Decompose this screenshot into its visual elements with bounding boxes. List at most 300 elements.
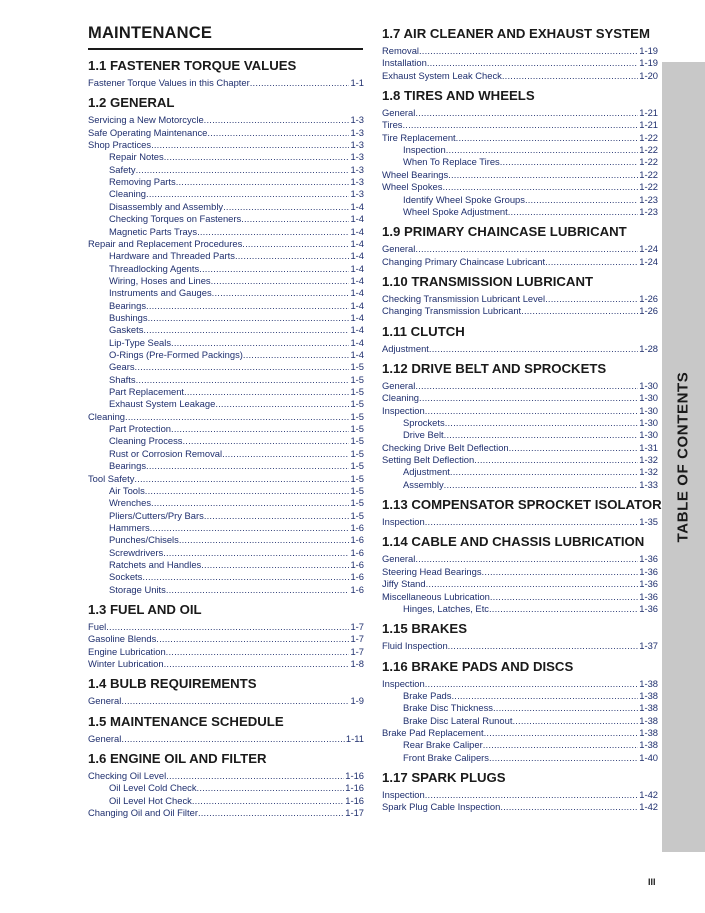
toc-entry[interactable] bbox=[382, 256, 658, 268]
toc-entry-page: 1-16 bbox=[345, 794, 364, 806]
toc-entry[interactable] bbox=[382, 678, 658, 690]
dot-leader bbox=[500, 156, 638, 168]
dot-leader bbox=[151, 139, 349, 151]
dot-leader bbox=[525, 194, 638, 206]
toc-entry[interactable] bbox=[382, 727, 658, 739]
toc-entry-label: Checking Oil Level bbox=[88, 770, 167, 782]
toc-entry-page: 1-5 bbox=[350, 509, 364, 521]
toc-entry-label: Steering Head Bearings bbox=[382, 565, 482, 577]
toc-entry[interactable] bbox=[382, 343, 658, 355]
toc-entry[interactable] bbox=[88, 782, 364, 794]
toc-entry[interactable] bbox=[382, 417, 658, 429]
toc-entry-label: Hardware and Threaded Parts bbox=[109, 250, 235, 262]
toc-entry[interactable] bbox=[88, 127, 364, 139]
toc-entry-label: Safe Operating Maintenance bbox=[88, 126, 208, 138]
toc-entry-label: Tire Replacement bbox=[382, 131, 456, 143]
toc-entry-label: Checking Torques on Fasteners bbox=[109, 213, 242, 225]
toc-entry[interactable] bbox=[88, 188, 364, 200]
section-heading: 1.15 BRAKES bbox=[382, 621, 468, 637]
toc-entry-page: 1-42 bbox=[639, 801, 658, 813]
toc-entry-page: 1-5 bbox=[350, 410, 364, 422]
toc-entry[interactable] bbox=[382, 156, 658, 168]
toc-entry[interactable] bbox=[88, 571, 364, 583]
toc-entry-page: 1-5 bbox=[350, 460, 364, 472]
toc-entry[interactable] bbox=[382, 702, 658, 714]
toc-entry[interactable] bbox=[382, 516, 658, 528]
toc-entry-label: Oil Level Cold Check bbox=[109, 782, 197, 794]
dot-leader bbox=[164, 151, 350, 163]
toc-entry[interactable] bbox=[88, 448, 364, 460]
toc-entry[interactable] bbox=[88, 411, 364, 423]
toc-entry[interactable] bbox=[88, 435, 364, 447]
dot-leader bbox=[222, 448, 349, 460]
toc-entry[interactable] bbox=[88, 423, 364, 435]
toc-entry-label: Changing Transmission Lubricant bbox=[382, 305, 522, 317]
toc-entry-label: Exhaust System Leak Check bbox=[382, 69, 502, 81]
toc-entry-page: 1-26 bbox=[639, 305, 658, 317]
dot-leader bbox=[451, 690, 638, 702]
dot-leader bbox=[490, 591, 638, 603]
toc-entry[interactable] bbox=[382, 640, 658, 652]
toc-entry-page: 1-19 bbox=[639, 45, 658, 56]
toc-entry[interactable] bbox=[88, 77, 364, 89]
toc-entry[interactable] bbox=[382, 392, 658, 404]
toc-entry-label: Fuel bbox=[88, 621, 107, 632]
toc-entry-page: 1-31 bbox=[639, 441, 658, 453]
dot-leader bbox=[212, 287, 350, 299]
dot-leader bbox=[483, 739, 639, 751]
section-heading: 1.11 CLUTCH bbox=[382, 323, 465, 339]
toc-entry-label: General bbox=[382, 107, 416, 119]
toc-entry[interactable] bbox=[88, 226, 364, 238]
dot-leader bbox=[444, 429, 639, 441]
toc-entry[interactable] bbox=[382, 801, 658, 813]
toc-entry-page: 1-4 bbox=[350, 287, 364, 299]
toc-entry-page: 1-23 bbox=[639, 193, 658, 205]
toc-entry-page: 1-38 bbox=[639, 689, 658, 701]
dot-leader bbox=[489, 752, 638, 764]
toc-entry-label: Checking Transmission Lubricant Level bbox=[382, 292, 546, 304]
toc-entry[interactable] bbox=[88, 374, 364, 386]
toc-entry[interactable] bbox=[382, 442, 658, 454]
toc-entry[interactable] bbox=[88, 795, 364, 807]
toc-entry-page: 1-16 bbox=[345, 770, 364, 782]
toc-entry-label: Checking Drive Belt Deflection bbox=[382, 441, 509, 453]
toc-entry-label: Shop Practices bbox=[88, 139, 152, 151]
toc-entry[interactable] bbox=[88, 695, 364, 707]
toc-entry-page: 1-36 bbox=[639, 590, 658, 602]
toc-entry[interactable] bbox=[382, 181, 658, 193]
dot-leader bbox=[182, 435, 349, 447]
toc-entry-label: Assembly bbox=[403, 478, 444, 490]
toc-entry-page: 1-7 bbox=[350, 645, 364, 657]
toc-entry-page: 1-36 bbox=[639, 565, 658, 577]
toc-entry-label: Identify Wheel Spoke Groups bbox=[403, 193, 525, 205]
toc-entry-label: Adjustment bbox=[382, 342, 429, 354]
toc-entry-label: Storage Units bbox=[109, 583, 166, 595]
toc-entry-page: 1-5 bbox=[350, 373, 364, 385]
dot-leader bbox=[502, 70, 638, 82]
dot-leader bbox=[184, 386, 349, 398]
section-heading: 1.3 FUEL AND OIL bbox=[88, 602, 202, 617]
dot-leader bbox=[136, 164, 350, 176]
toc-entry-page: 1-35 bbox=[639, 516, 658, 528]
toc-entry-label: Instruments and Gauges bbox=[109, 287, 212, 299]
toc-entry-label: Inspection bbox=[382, 789, 425, 800]
toc-entry-label: Inspection bbox=[382, 677, 425, 689]
toc-entry-label: Fluid Inspection bbox=[382, 640, 448, 652]
dot-leader bbox=[243, 349, 350, 361]
toc-entry[interactable] bbox=[382, 591, 658, 603]
dot-leader bbox=[456, 132, 639, 144]
toc-entry-page: 1-16 bbox=[345, 782, 364, 794]
dot-leader bbox=[166, 584, 350, 596]
toc-entry[interactable] bbox=[382, 380, 658, 392]
toc-entry-label: Tires bbox=[382, 119, 403, 131]
toc-entry-label: Brake Pad Replacement bbox=[382, 726, 484, 738]
toc-entry[interactable] bbox=[88, 263, 364, 275]
toc-entry-page: 1-11 bbox=[345, 732, 364, 744]
toc-entry-page: 1-3 bbox=[350, 126, 364, 138]
toc-entry-label: Air Tools bbox=[109, 484, 145, 496]
toc-entry[interactable] bbox=[88, 213, 364, 225]
toc-entry-label: Safety bbox=[109, 163, 136, 175]
toc-entry[interactable] bbox=[88, 287, 364, 299]
toc-entry-label: Repair Notes bbox=[109, 151, 164, 163]
toc-entry[interactable] bbox=[88, 534, 364, 546]
toc-entry[interactable] bbox=[88, 300, 364, 312]
toc-entry-page: 1-3 bbox=[350, 151, 364, 163]
toc-entry[interactable] bbox=[88, 201, 364, 213]
dot-leader bbox=[442, 181, 638, 193]
dot-leader bbox=[197, 782, 345, 794]
toc-entry-page: 1-38 bbox=[639, 702, 658, 714]
toc-entry[interactable] bbox=[88, 646, 364, 658]
toc-entry[interactable] bbox=[88, 547, 364, 559]
toc-entry-label: General bbox=[382, 243, 416, 255]
toc-entry[interactable] bbox=[88, 250, 364, 262]
toc-entry-label: Sprockets bbox=[403, 417, 445, 428]
toc-entry-label: Inspection bbox=[382, 516, 425, 528]
toc-entry[interactable] bbox=[88, 337, 364, 349]
toc-entry-page: 1-5 bbox=[350, 497, 364, 509]
section-heading: 1.9 PRIMARY CHAINCASE LUBRICANT bbox=[382, 224, 627, 240]
dot-leader bbox=[215, 398, 349, 410]
toc-entry-page: 1-40 bbox=[639, 751, 658, 763]
toc-entry-page: 1-8 bbox=[350, 658, 364, 670]
toc-entry-label: Magnetic Parts Trays bbox=[109, 225, 198, 237]
toc-entry-page: 1-5 bbox=[350, 361, 364, 373]
toc-entry-page: 1-6 bbox=[350, 558, 364, 570]
toc-entry[interactable] bbox=[382, 107, 658, 119]
toc-entry-label: Gaskets bbox=[109, 324, 144, 336]
toc-entry-page: 1-5 bbox=[350, 423, 364, 435]
toc-entry[interactable] bbox=[88, 510, 364, 522]
toc-entry-page: 1-22 bbox=[639, 156, 658, 168]
toc-entry-page: 1-22 bbox=[639, 168, 658, 180]
toc-entry-page: 1-7 bbox=[350, 621, 364, 632]
toc-entry-label: Installation bbox=[382, 57, 427, 69]
toc-entry[interactable] bbox=[88, 324, 364, 336]
toc-entry[interactable] bbox=[88, 485, 364, 497]
dot-leader bbox=[171, 423, 349, 435]
toc-entry-label: Lip-Type Seals bbox=[109, 336, 172, 348]
toc-entry-label: Threadlocking Agents bbox=[109, 262, 200, 274]
dot-leader bbox=[179, 534, 350, 546]
toc-entry-label: Bearings bbox=[109, 299, 147, 311]
toc-entry-page: 1-4 bbox=[350, 250, 364, 262]
dot-leader bbox=[402, 119, 638, 131]
toc-entry[interactable] bbox=[382, 293, 658, 305]
toc-entry[interactable] bbox=[382, 566, 658, 578]
toc-entry-label: Brake Disc Thickness bbox=[403, 702, 493, 714]
dot-leader bbox=[446, 144, 638, 156]
toc-entry[interactable] bbox=[88, 114, 364, 126]
toc-entry-page: 1-30 bbox=[639, 404, 658, 416]
toc-entry-page: 1-5 bbox=[350, 435, 364, 447]
toc-entry-page: 1-3 bbox=[350, 163, 364, 175]
toc-entry-page: 1-38 bbox=[639, 677, 658, 689]
toc-entry[interactable] bbox=[382, 206, 658, 218]
toc-entry[interactable] bbox=[88, 361, 364, 373]
toc-entry[interactable] bbox=[382, 466, 658, 478]
section-heading: 1.8 TIRES AND WHEELS bbox=[382, 88, 535, 104]
toc-entry-label: Punches/Chisels bbox=[109, 534, 179, 546]
dot-leader bbox=[148, 312, 350, 324]
toc-entry-page: 1-9 bbox=[350, 695, 364, 707]
toc-entry[interactable] bbox=[382, 169, 658, 181]
toc-entry-label: O-Rings (Pre-Formed Packings) bbox=[109, 349, 243, 360]
toc-entry[interactable] bbox=[382, 194, 658, 206]
toc-entry[interactable] bbox=[382, 132, 658, 144]
title-rule bbox=[88, 48, 363, 50]
dot-leader bbox=[545, 293, 638, 305]
toc-entry[interactable] bbox=[382, 454, 658, 466]
toc-entry[interactable] bbox=[88, 176, 364, 188]
toc-entry-label: Jiffy Stand bbox=[382, 578, 426, 590]
toc-entry-page: 1-24 bbox=[639, 243, 658, 255]
toc-entry[interactable] bbox=[382, 70, 658, 82]
toc-entry-page: 1-5 bbox=[350, 484, 364, 496]
toc-entry[interactable] bbox=[382, 578, 658, 590]
toc-entry-label: Wheel Spoke Adjustment bbox=[403, 205, 508, 217]
toc-entry-label: Spark Plug Cable Inspection bbox=[382, 801, 501, 813]
dot-leader bbox=[134, 473, 349, 485]
dot-leader bbox=[121, 695, 349, 707]
toc-entry[interactable] bbox=[88, 398, 364, 410]
toc-entry[interactable] bbox=[88, 275, 364, 287]
dot-leader bbox=[489, 603, 638, 615]
toc-entry-label: General bbox=[88, 695, 122, 707]
toc-entry-label: Shafts bbox=[109, 373, 136, 385]
dot-leader bbox=[151, 497, 349, 509]
dot-leader bbox=[444, 479, 639, 491]
toc-entry-label: Brake Pads bbox=[403, 689, 452, 701]
toc-entry-page: 1-30 bbox=[639, 417, 658, 428]
dot-leader bbox=[425, 516, 638, 528]
dot-leader bbox=[493, 702, 638, 714]
toc-entry-label: Part Replacement bbox=[109, 386, 185, 398]
toc-entry[interactable] bbox=[88, 559, 364, 571]
dot-leader bbox=[500, 801, 638, 813]
toc-entry-page: 1-3 bbox=[350, 114, 364, 126]
toc-entry-page: 1-36 bbox=[639, 602, 658, 614]
toc-entry[interactable] bbox=[88, 238, 364, 250]
toc-entry-page: 1-4 bbox=[350, 311, 364, 323]
dot-leader bbox=[211, 275, 350, 287]
toc-entry[interactable] bbox=[382, 553, 658, 565]
dot-leader bbox=[482, 566, 639, 578]
toc-entry[interactable] bbox=[382, 429, 658, 441]
toc-entry[interactable] bbox=[88, 386, 364, 398]
toc-entry[interactable] bbox=[382, 243, 658, 255]
dot-leader bbox=[136, 374, 350, 386]
dot-leader bbox=[204, 510, 350, 522]
toc-entry-label: General bbox=[88, 732, 122, 744]
toc-entry-label: Removal bbox=[382, 45, 419, 56]
section-heading: 1.14 CABLE AND CHASSIS LUBRICATION bbox=[382, 534, 645, 550]
dot-leader bbox=[484, 727, 639, 739]
toc-entry[interactable] bbox=[382, 119, 658, 131]
dot-leader bbox=[125, 411, 349, 423]
dot-leader bbox=[146, 300, 349, 312]
dot-leader bbox=[425, 789, 638, 801]
toc-entry[interactable] bbox=[382, 752, 658, 764]
toc-entry-page: 1-33 bbox=[639, 478, 658, 490]
page-number: III bbox=[648, 877, 656, 887]
toc-entry-label: Fastener Torque Values in this Chapter bbox=[88, 77, 250, 88]
dot-leader bbox=[164, 658, 350, 670]
toc-entry-page: 1-4 bbox=[350, 225, 364, 237]
dot-leader bbox=[415, 243, 638, 255]
toc-entry-label: Part Protection bbox=[109, 423, 172, 435]
toc-entry-page: 1-4 bbox=[350, 274, 364, 286]
toc-entry-page: 1-24 bbox=[639, 255, 658, 267]
dot-leader bbox=[143, 324, 349, 336]
dot-leader bbox=[171, 337, 349, 349]
dot-leader bbox=[448, 169, 638, 181]
toc-entry[interactable] bbox=[88, 658, 364, 670]
dot-leader bbox=[146, 188, 349, 200]
dot-leader bbox=[235, 250, 349, 262]
toc-entry-label: Sockets bbox=[109, 571, 143, 583]
toc-entry-label: Inspection bbox=[382, 404, 425, 416]
toc-entry-page: 1-19 bbox=[639, 57, 658, 69]
toc-entry-page: 1-38 bbox=[639, 739, 658, 751]
toc-entry-label: Rust or Corrosion Removal bbox=[109, 447, 223, 459]
toc-entry-label: Cleaning bbox=[382, 392, 420, 404]
toc-entry-page: 1-37 bbox=[639, 640, 658, 652]
dot-leader bbox=[425, 678, 638, 690]
toc-entry[interactable] bbox=[88, 460, 364, 472]
toc-entry[interactable] bbox=[88, 733, 364, 745]
toc-entry[interactable] bbox=[88, 473, 364, 485]
toc-entry[interactable] bbox=[382, 690, 658, 702]
toc-entry-page: 1-3 bbox=[350, 188, 364, 200]
toc-entry-page: 1-30 bbox=[639, 392, 658, 404]
dot-leader bbox=[429, 343, 638, 355]
section-heading: 1.12 DRIVE BELT AND SPROCKETS bbox=[382, 360, 607, 376]
toc-entry[interactable] bbox=[382, 789, 658, 801]
toc-entry-label: Drive Belt bbox=[403, 429, 444, 441]
dot-leader bbox=[250, 77, 350, 89]
toc-entry-page: 1-3 bbox=[350, 176, 364, 188]
toc-entry[interactable] bbox=[88, 807, 364, 819]
toc-entry-label: Exhaust System Leakage bbox=[109, 398, 216, 410]
dot-leader bbox=[419, 392, 638, 404]
toc-entry-label: Servicing a New Motorcycle bbox=[88, 114, 204, 126]
dot-leader bbox=[242, 238, 349, 250]
dot-leader bbox=[425, 405, 638, 417]
toc-entry-label: Cleaning Process bbox=[109, 435, 183, 447]
toc-entry[interactable] bbox=[382, 739, 658, 751]
toc-entry-page: 1-5 bbox=[350, 472, 364, 484]
toc-entry[interactable] bbox=[88, 349, 364, 361]
dot-leader bbox=[201, 559, 349, 571]
toc-entry-label: Wheel Bearings bbox=[382, 168, 449, 180]
toc-entry-label: Front Brake Calipers bbox=[403, 751, 489, 763]
toc-entry-page: 1-4 bbox=[350, 200, 364, 212]
toc-entry[interactable] bbox=[382, 305, 658, 317]
dot-leader bbox=[545, 256, 638, 268]
toc-entry[interactable] bbox=[382, 144, 658, 156]
toc-entry-page: 1-22 bbox=[639, 144, 658, 156]
toc-entry-label: Bushings bbox=[109, 311, 148, 323]
dot-leader bbox=[415, 107, 638, 119]
toc-entry[interactable] bbox=[88, 633, 364, 645]
toc-entry[interactable] bbox=[88, 584, 364, 596]
toc-entry-page: 1-22 bbox=[639, 181, 658, 193]
toc-entry-page: 1-17 bbox=[345, 807, 364, 819]
dot-leader bbox=[512, 715, 638, 727]
dot-leader bbox=[142, 571, 349, 583]
toc-entry[interactable] bbox=[382, 45, 658, 57]
toc-entry[interactable] bbox=[88, 497, 364, 509]
toc-entry-page: 1-6 bbox=[350, 534, 364, 546]
toc-entry-page: 1-36 bbox=[639, 578, 658, 590]
toc-entry-label: Pliers/Cutters/Pry Bars bbox=[109, 509, 204, 521]
toc-entry[interactable] bbox=[88, 770, 364, 782]
section-heading: 1.1 FASTENER TORQUE VALUES bbox=[88, 58, 297, 73]
toc-entry[interactable] bbox=[88, 312, 364, 324]
toc-entry-page: 1-4 bbox=[350, 349, 364, 360]
toc-entry-page: 1-42 bbox=[639, 789, 658, 800]
dot-leader bbox=[156, 633, 349, 645]
toc-entry[interactable] bbox=[382, 479, 658, 491]
dot-leader bbox=[204, 114, 350, 126]
toc-entry[interactable] bbox=[88, 139, 364, 151]
toc-entry-page: 1-32 bbox=[639, 466, 658, 478]
dot-leader bbox=[198, 807, 344, 819]
toc-entry[interactable] bbox=[382, 405, 658, 417]
toc-entry-page: 1-3 bbox=[350, 139, 364, 151]
dot-leader bbox=[166, 646, 350, 658]
toc-entry-label: General bbox=[382, 379, 416, 391]
toc-entry[interactable] bbox=[88, 164, 364, 176]
toc-entry-page: 1-4 bbox=[350, 262, 364, 274]
toc-entry[interactable] bbox=[88, 621, 364, 633]
toc-entry[interactable] bbox=[88, 151, 364, 163]
toc-entry[interactable] bbox=[88, 522, 364, 534]
toc-entry-page: 1-1 bbox=[350, 77, 364, 88]
toc-entry-label: Wrenches bbox=[109, 497, 152, 509]
toc-entry-label: When To Replace Tires bbox=[403, 156, 500, 168]
toc-entry-label: Winter Lubrication bbox=[88, 658, 164, 670]
toc-entry-label: General bbox=[382, 553, 416, 565]
toc-entry[interactable] bbox=[382, 57, 658, 69]
toc-entry[interactable] bbox=[382, 715, 658, 727]
toc-entry[interactable] bbox=[382, 603, 658, 615]
